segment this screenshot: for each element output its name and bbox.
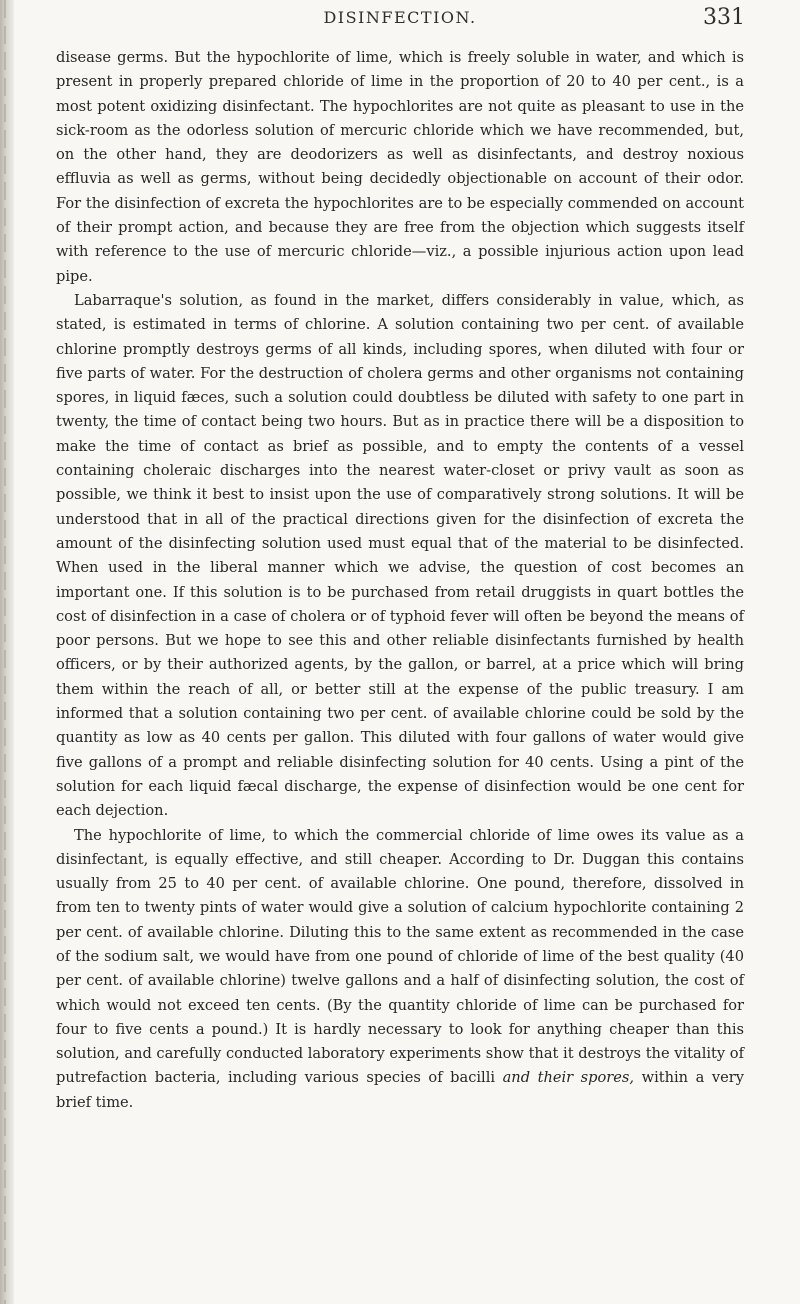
paragraph-3-text-before: The hypochlorite of lime, to which the commercial chloride of lime owes its value as a disinfectant, is equally effective, and still cheaper. According to Dr. Duggan this contains usually from 25 to 40 per cent. of available chlorine. One pound, therefore, dissolved in from ten to twenty pints of water would give a solution of calcium hypochlorite containing 2 per cent. of available chlorine. Diluting this to the same extent as recommended in the case of the sodium salt, we would have from one pound of chloride of lime of the best quality (40 per cent. of available chlorine) twelve gallons and a half of disinfecting solution, the cost of which would not exceed ten cents. (By the quantity chloride of lime can be purchased for four to five cents a pound.) It is hardly necessary to look for anything cheaper than this solution, and carefully conducted laboratory experiments show that it destroys the vitality of putrefaction bacteria, including various species of bacilli [56,826,744,1087]
binding-edge [0,0,14,1304]
paragraph-3-italic-phrase: and their spores, [502,1069,635,1087]
paragraph-2: Labarraque's solution, as found in the market, differs considerably in value, which, as stated, is estimated in terms of chlorine. A solution containing two per cent. of available chlorine promptly destroys germs of all kinds, including spores, when diluted with four or five parts of water. For the destruction of cholera germs and other organisms not containing spores, in liquid fæces, such a solution could doubtless be diluted with safety to one part in twenty, the time of contact being two hours. But as in practice there will be a disposition to make the time of contact as brief as possible, and to empty the contents of a vessel containing choleraic discharges into the nearest water-closet or privy vault as soon as possible, we think it best to insist upon the use of comparatively strong solutions. It will be understood that in all of the practical directions given for the disinfection of excreta the amount of the disinfecting solution used must equal that of the material to be disinfected. When used in the liberal manner which we advise, the question of cost becomes an important one. If this solution is to be purchased from retail druggists in quart bottles the cost of disinfection in a case of cholera or of typhoid fever will often be beyond the means of poor persons. But we hope to see this and other reliable disinfectants furnished by health officers, or by their authorized agents, by the gallon, or barrel, at a price which will bring them within the reach of all, or better still at the expense of the public treasury. I am informed that a solution containing two per cent. of available chlorine could be sold by the quantity as low as 40 cents per gallon. This diluted with four gallons of water would give five gallons of a prompt and reliable disinfecting solution for 40 cents. Using a pint of the solution for each liquid fæcal discharge, the expense of disinfection would be one cent for each dejection. [56,291,744,820]
page-number: 331 [703,5,745,30]
paragraph-3 [56,824,744,1116]
body-text [56,46,744,1115]
paragraph-1: disease germs. But the hypochlorite of lime, which is freely soluble in water, and which is present in properly prepared chloride of lime in the proportion of 20 to 40 per cent., is a most potent oxidizing disinfectant. The hypochlorites are not quite as pleasant to use in the sick-room as the odorless solution of mercuric chloride which we have recommended, but, on the other hand, they are deodorizers as well as disinfectants, and destroy noxious effluvia as well as germs, without being decidedly objectionable on account of their odor. For the disinfection of excreta the hypochlorites are to be especially commended on account of their prompt action, and because they are free from the objection which suggests itself with reference to the use of mercuric chloride—viz., a possible injurious action upon lead pipe. [56,49,744,285]
page-header [55,5,745,35]
paragraph-3-text-after: within a very brief time. [56,1069,744,1111]
running-title: DISINFECTION. [323,8,477,27]
